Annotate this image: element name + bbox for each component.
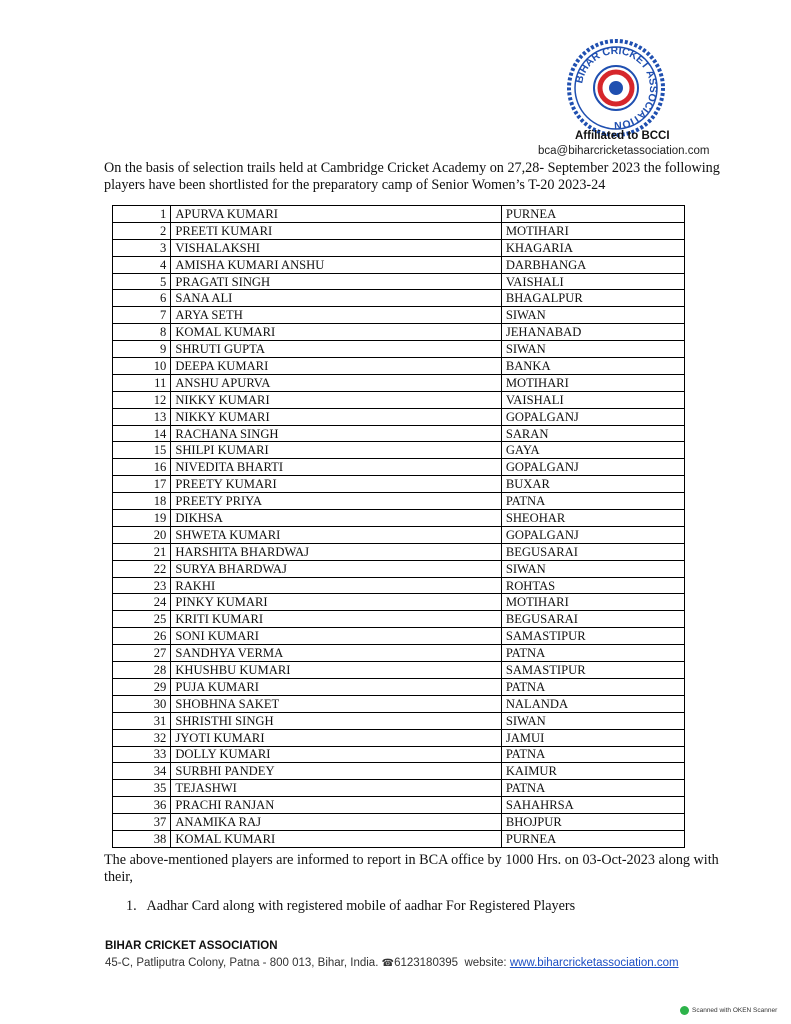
player-name: PREETY KUMARI	[171, 476, 502, 493]
player-district: PATNA	[501, 645, 684, 662]
table-row	[113, 358, 685, 375]
player-name: AMISHA KUMARI ANSHU	[171, 256, 502, 273]
player-number: 13	[113, 408, 171, 425]
player-name: KRITI KUMARI	[171, 611, 502, 628]
footer-address-line	[105, 957, 679, 969]
table-row	[113, 814, 685, 831]
scanner-logo-icon	[680, 1006, 689, 1015]
player-number: 30	[113, 695, 171, 712]
player-name: SHOBHNA SAKET	[171, 695, 502, 712]
player-name: DIKHSA	[171, 510, 502, 527]
player-district: GOPALGANJ	[501, 526, 684, 543]
player-district: GOPALGANJ	[501, 408, 684, 425]
table-row	[113, 746, 685, 763]
player-district: BEGUSARAI	[501, 611, 684, 628]
player-number: 20	[113, 526, 171, 543]
footer-phone: 6123180395	[394, 957, 459, 969]
table-row	[113, 678, 685, 695]
player-name: KOMAL KUMARI	[171, 830, 502, 847]
player-district: SAMASTIPUR	[501, 662, 684, 679]
table-row	[113, 780, 685, 797]
player-number: 5	[113, 273, 171, 290]
player-number: 9	[113, 341, 171, 358]
player-number: 34	[113, 763, 171, 780]
footer-org-name: BIHAR CRICKET ASSOCIATION	[105, 940, 278, 952]
scanner-text: Scanned with OKEN Scanner	[692, 1007, 778, 1014]
player-name: SANA ALI	[171, 290, 502, 307]
player-name: NIKKY KUMARI	[171, 408, 502, 425]
table-row	[113, 577, 685, 594]
table-row	[113, 830, 685, 847]
phone-icon: ☎	[381, 958, 395, 969]
player-name: RAKHI	[171, 577, 502, 594]
table-row	[113, 273, 685, 290]
table-row	[113, 425, 685, 442]
table-row	[113, 763, 685, 780]
table-row	[113, 594, 685, 611]
footer-address: 45-C, Patliputra Colony, Patna - 800 013, Bihar, India.	[105, 957, 379, 969]
player-district: PATNA	[501, 746, 684, 763]
table-row	[113, 729, 685, 746]
player-name: APURVA KUMARI	[171, 206, 502, 223]
table-row	[113, 493, 685, 510]
table-row	[113, 662, 685, 679]
table-row	[113, 408, 685, 425]
table-row	[113, 543, 685, 560]
player-district: BHOJPUR	[501, 814, 684, 831]
table-row	[113, 560, 685, 577]
player-district: NALANDA	[501, 695, 684, 712]
player-district: VAISHALI	[501, 273, 684, 290]
requirement-number: 1.	[126, 898, 137, 914]
player-district: SIWAN	[501, 712, 684, 729]
player-district: SHEOHAR	[501, 510, 684, 527]
player-name: SHRISTHI SINGH	[171, 712, 502, 729]
player-number: 24	[113, 594, 171, 611]
player-name: SHILPI KUMARI	[171, 442, 502, 459]
table-row	[113, 797, 685, 814]
player-name: TEJASHWI	[171, 780, 502, 797]
player-district: JAMUI	[501, 729, 684, 746]
table-row	[113, 611, 685, 628]
player-district: SAMASTIPUR	[501, 628, 684, 645]
player-name: SONI KUMARI	[171, 628, 502, 645]
player-name: NIVEDITA BHARTI	[171, 459, 502, 476]
player-district: MOTIHARI	[501, 594, 684, 611]
player-district: PURNEA	[501, 830, 684, 847]
player-district: PATNA	[501, 493, 684, 510]
player-number: 6	[113, 290, 171, 307]
player-name: PREETY PRIYA	[171, 493, 502, 510]
table-row	[113, 695, 685, 712]
table-row	[113, 628, 685, 645]
player-number: 11	[113, 374, 171, 391]
player-number: 27	[113, 645, 171, 662]
player-district: SIWAN	[501, 560, 684, 577]
player-name: DOLLY KUMARI	[171, 746, 502, 763]
table-row	[113, 391, 685, 408]
player-name: SHRUTI GUPTA	[171, 341, 502, 358]
table-row	[113, 476, 685, 493]
table-row	[113, 341, 685, 358]
scanner-watermark	[680, 1006, 777, 1015]
table-row	[113, 712, 685, 729]
table-row	[113, 374, 685, 391]
player-number: 18	[113, 493, 171, 510]
player-number: 28	[113, 662, 171, 679]
player-number: 32	[113, 729, 171, 746]
player-name: ANAMIKA RAJ	[171, 814, 502, 831]
player-number: 37	[113, 814, 171, 831]
player-name: SHWETA KUMARI	[171, 526, 502, 543]
table-row	[113, 239, 685, 256]
player-number: 12	[113, 391, 171, 408]
player-number: 26	[113, 628, 171, 645]
table-row	[113, 324, 685, 341]
player-district: DARBHANGA	[501, 256, 684, 273]
affiliated-label: Affiliated to BCCI	[575, 130, 670, 142]
player-name: KOMAL KUMARI	[171, 324, 502, 341]
player-district: VAISHALI	[501, 391, 684, 408]
player-name: PUJA KUMARI	[171, 678, 502, 695]
player-number: 21	[113, 543, 171, 560]
player-district: KHAGARIA	[501, 239, 684, 256]
player-name: HARSHITA BHARDWAJ	[171, 543, 502, 560]
intro-paragraph: On the basis of selection trails held at Cambridge Cricket Academy on 27,28- September 2023 the following players have been shortlisted for the preparatory camp of Senior Women’s T-20 2023-24	[104, 160, 720, 193]
player-number: 4	[113, 256, 171, 273]
player-district: GAYA	[501, 442, 684, 459]
player-number: 23	[113, 577, 171, 594]
player-number: 38	[113, 830, 171, 847]
player-number: 15	[113, 442, 171, 459]
player-name: KHUSHBU KUMARI	[171, 662, 502, 679]
bca-logo	[566, 38, 666, 138]
player-name: ARYA SETH	[171, 307, 502, 324]
player-name: VISHALAKSHI	[171, 239, 502, 256]
table-row	[113, 256, 685, 273]
player-district: SARAN	[501, 425, 684, 442]
player-number: 3	[113, 239, 171, 256]
table-row	[113, 307, 685, 324]
player-district: PATNA	[501, 780, 684, 797]
player-name: SURYA BHARDWAJ	[171, 560, 502, 577]
player-district: PURNEA	[501, 206, 684, 223]
table-row	[113, 526, 685, 543]
player-name: DEEPA KUMARI	[171, 358, 502, 375]
player-district: SIWAN	[501, 307, 684, 324]
player-number: 1	[113, 206, 171, 223]
player-district: KAIMUR	[501, 763, 684, 780]
player-number: 17	[113, 476, 171, 493]
player-name: SANDHYA VERMA	[171, 645, 502, 662]
table-row	[113, 510, 685, 527]
player-district: BANKA	[501, 358, 684, 375]
player-number: 10	[113, 358, 171, 375]
player-district: BHAGALPUR	[501, 290, 684, 307]
player-number: 25	[113, 611, 171, 628]
player-district: GOPALGANJ	[501, 459, 684, 476]
table-row	[113, 222, 685, 239]
player-number: 8	[113, 324, 171, 341]
player-number: 36	[113, 797, 171, 814]
table-row	[113, 290, 685, 307]
requirement-text: Aadhar Card along with registered mobile of aadhar For Registered Players	[146, 898, 576, 914]
header-email[interactable]: bca@biharcricketassociation.com	[538, 145, 710, 157]
player-number: 22	[113, 560, 171, 577]
player-name: JYOTI KUMARI	[171, 729, 502, 746]
players-table-body	[113, 206, 685, 848]
player-district: ROHTAS	[501, 577, 684, 594]
player-number: 14	[113, 425, 171, 442]
player-number: 2	[113, 222, 171, 239]
logo-ring-text: BIHAR CRICKET ASSOCIATION	[573, 44, 660, 132]
player-name: SURBHI PANDEY	[171, 763, 502, 780]
table-row	[113, 442, 685, 459]
player-district: BEGUSARAI	[501, 543, 684, 560]
table-row	[113, 206, 685, 223]
table-row	[113, 459, 685, 476]
report-instructions: The above-mentioned players are informed to report in BCA office by 1000 Hrs. on 03-Oct-2023 along with their,	[104, 852, 719, 885]
player-name: PRAGATI SINGH	[171, 273, 502, 290]
player-district: SAHAHRSA	[501, 797, 684, 814]
footer-website-label: website:	[464, 957, 507, 969]
player-district: SIWAN	[501, 341, 684, 358]
player-number: 33	[113, 746, 171, 763]
player-name: NIKKY KUMARI	[171, 391, 502, 408]
player-district: PATNA	[501, 678, 684, 695]
player-district: BUXAR	[501, 476, 684, 493]
player-number: 19	[113, 510, 171, 527]
player-name: RACHANA SINGH	[171, 425, 502, 442]
player-number: 7	[113, 307, 171, 324]
player-district: JEHANABAD	[501, 324, 684, 341]
player-number: 35	[113, 780, 171, 797]
player-name: PRACHI RANJAN	[171, 797, 502, 814]
table-row	[113, 645, 685, 662]
player-name: PINKY KUMARI	[171, 594, 502, 611]
player-number: 31	[113, 712, 171, 729]
player-number: 16	[113, 459, 171, 476]
requirement-item	[126, 898, 575, 915]
player-name: PREETI KUMARI	[171, 222, 502, 239]
player-district: MOTIHARI	[501, 374, 684, 391]
footer-website-link[interactable]: www.biharcricketassociation.com	[509, 957, 679, 969]
player-number: 29	[113, 678, 171, 695]
player-district: MOTIHARI	[501, 222, 684, 239]
player-name: ANSHU APURVA	[171, 374, 502, 391]
players-table	[112, 205, 685, 848]
